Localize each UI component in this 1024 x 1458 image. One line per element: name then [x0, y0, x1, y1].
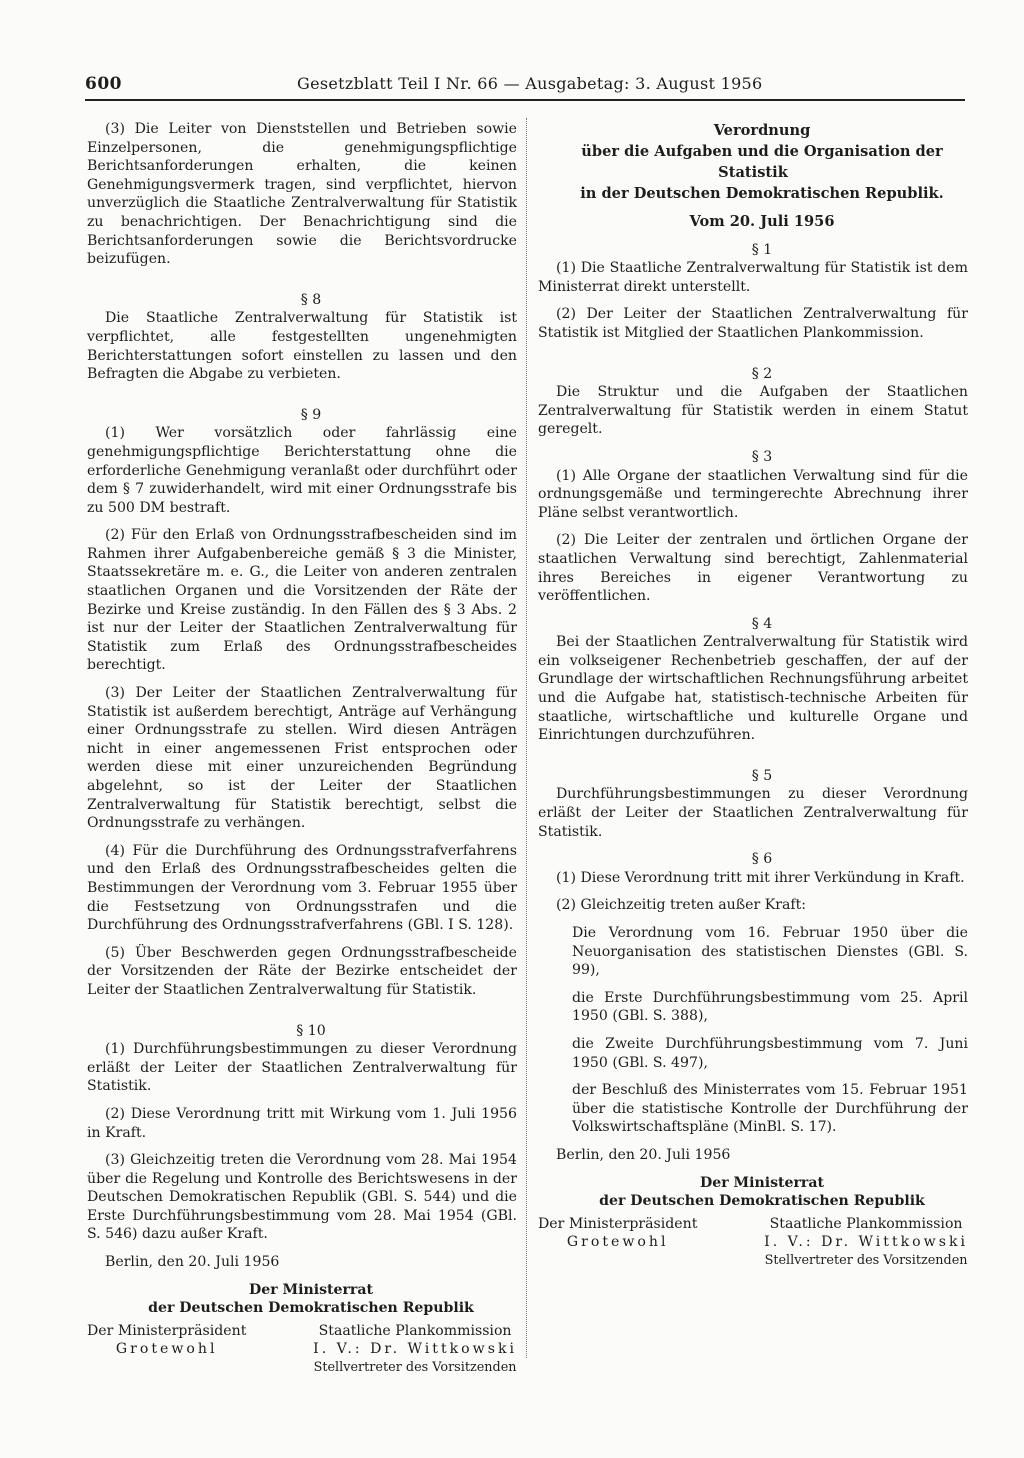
- paragraph-6-2: (2) Gleichzeitig treten außer Kraft:: [556, 897, 807, 914]
- paragraph-9-5: (5) Über Beschwerden gegen Ordnungsstrafbescheide der Vorsitzenden der Räte der Bezirke entscheidet der Leiter der Staatlichen Zentralverwaltung für Statistik.: [87, 944, 517, 998]
- repealed-item-1: Die Verordnung vom 16. Februar 1950 über die Neuorganisation des statistischen Dienstes (GBl. S. 99),: [572, 925, 968, 979]
- signature-prime-minister: [538, 1215, 697, 1271]
- signature-name: I. V.: Dr. Wittkowski: [313, 1341, 517, 1358]
- section-3-heading: § 3: [751, 448, 773, 465]
- place-date: Berlin, den 20. Juli 1956: [105, 1254, 280, 1271]
- header-rule: [85, 99, 965, 101]
- paragraph-2: Die Struktur und die Aufgaben der Staatlichen Zentralverwaltung für Statistik werden in einem Statut geregelt.: [538, 384, 968, 438]
- signature-plankommission: [764, 1215, 968, 1271]
- section-10-heading: § 10: [296, 1022, 326, 1039]
- paragraph-3-2: (2) Die Leiter der zentralen und örtlichen Organe der staatlichen Verwaltung sind berechtigt, Zahlenmaterial ihres Bereiches in eigener Verantwortung zu veröffentlichen.: [538, 532, 968, 605]
- section-4-heading: § 4: [751, 615, 773, 632]
- signature-body-line1: Der Ministerrat: [700, 1174, 824, 1191]
- signature-body-line2: der Deutschen Demokratischen Republik: [148, 1300, 474, 1317]
- paragraph-1-2: (2) Der Leiter der Staatlichen Zentralverwaltung für Statistik ist Mitglied der Staatlichen Plankommission.: [538, 306, 968, 341]
- signature-title: Staatliche Plankommission: [318, 1322, 512, 1339]
- paragraph-10-2: (2) Diese Verordnung tritt mit Wirkung vom 1. Juli 1956 in Kraft.: [87, 1105, 517, 1141]
- paragraph-9-2: (2) Für den Erlaß von Ordnungsstrafbescheiden sind im Rahmen ihrer Aufgabenbereiche gemäß § 3 die Minister, Staatssekretäre m. e. G., die Leiter von anderen zentralen staatlichen Organen und die Vorsitzenden der Räte der Bezirke und Kreise zuständig. In den Fällen des § 3 Abs. 2 ist nur der Leiter der Staatlichen Zentralverwaltung für Statistik zum Erlaß des Ordnungsstrafbescheides berechtigt.: [87, 527, 517, 674]
- section-8-heading: § 8: [300, 291, 322, 308]
- paragraph-9-1: (1) Wer vorsätzlich oder fahrlässig eine genehmigungspflichtige Berichterstattung ohne die erforderliche Genehmigung veranlaßt oder durchführt oder dem § 7 zuwiderhandelt, wird mit einer Ordnungsstrafe bis zu 500 DM bestraft.: [87, 425, 517, 516]
- decree-title-line2: über die Aufgaben und die Organisation der Statistik: [581, 143, 943, 181]
- signature-body-line1: Der Ministerrat: [249, 1281, 373, 1298]
- left-column: [87, 120, 517, 1378]
- paragraph-3-1: (1) Alle Organe der staatlichen Verwaltung sind für die ordnungsgemäße und termingerechte Abrechnung ihrer Pläne selbst verantwortlich.: [538, 467, 968, 521]
- signature-body-line2: der Deutschen Demokratischen Republik: [599, 1193, 925, 1210]
- paragraph-5: Durchführungsbestimmungen zu dieser Verordnung erläßt der Leiter der Staatlichen Zentralverwaltung für Statistik.: [538, 786, 968, 840]
- decree-date: Vom 20. Juli 1956: [689, 213, 835, 230]
- signature-name: Grotewohl: [115, 1341, 218, 1358]
- paragraph-7-3: (3) Die Leiter von Dienststellen und Betrieben sowie Einzelpersonen, die genehmigungspflichtige Berichtsanforderungen erhalten, die keinen Genehmigungsvermerk tragen, sind verpflichtet, hiervon unverzüglich die Staatliche Zentralverwaltung für Statistik zu benachrichtigen. Der Benachrichtigung sind die Berichtsanforderungen sowie die Berichtsvordrucke beizufügen.: [87, 121, 517, 268]
- signature-block: [87, 1322, 517, 1378]
- paragraph-9-3: (3) Der Leiter der Staatlichen Zentralverwaltung für Statistik ist außerdem berechtigt, Anträge auf Verhängung einer Ordnungsstrafe zu stellen. Wird diesen Anträgen nicht in einer angemessenen Frist entsprochen oder werden diese mit einer unzureichenden Begründung abgelehnt, so ist der Leiter der Staatlichen Zentralverwaltung für Statistik berechtigt, selbst die Ordnungsstrafe zu verhängen.: [87, 685, 517, 832]
- paragraph-6-1: (1) Diese Verordnung tritt mit ihrer Verkündung in Kraft.: [556, 869, 965, 886]
- signature-name: Grotewohl: [566, 1234, 669, 1251]
- place-date: Berlin, den 20. Juli 1956: [556, 1146, 731, 1163]
- paragraph-8: Die Staatliche Zentralverwaltung für Statistik ist verpflichtet, alle festgestellten ungenehmigten Berichterstattungen sofort einstellen zu lassen und den Befragten die Abgabe zu verbieten.: [87, 310, 517, 383]
- signature-title: Der Ministerpräsident: [538, 1215, 698, 1232]
- signature-name: I. V.: Dr. Wittkowski: [764, 1234, 968, 1251]
- repealed-item-2: die Erste Durchführungsbestimmung vom 25. April 1950 (GBl. S. 388),: [572, 989, 968, 1025]
- paragraph-9-4: (4) Für die Durchführung des Ordnungsstrafverfahrens und den Erlaß des Ordnungsstrafbescheides gelten die Bestimmungen der Verordnung vom 3. Februar 1955 über die Festsetzung von Ordnungsstrafen und die Durchführung des Ordnungsstrafverfahrens (GBl. I S. 128).: [87, 842, 517, 934]
- column-divider: [526, 118, 527, 1358]
- signature-title: Der Ministerpräsident: [87, 1322, 247, 1339]
- decree-title-line3: in der Deutschen Demokratischen Republik.: [580, 185, 944, 202]
- right-column: [538, 120, 968, 1271]
- signature-role: Stellvertreter des Vorsitzenden: [313, 1360, 517, 1376]
- paragraph-4: Bei der Staatlichen Zentralverwaltung für Statistik wird ein volkseigener Rechenbetrieb geschaffen, der auf der Grundlage der wirtschaftlichen Rechnungsführung arbeitet und die Aufgabe hat, statistisch-technische Arbeiten für staatliche, wirtschaftliche und kulturelle Organe und Einrichtungen durchzuführen.: [538, 634, 968, 744]
- paragraph-10-3: (3) Gleichzeitig treten die Verordnung vom 28. Mai 1954 über die Regelung und Kontrolle des Berichtswesens in der Deutschen Demokratischen Republik (GBl. S. 544) und die Erste Durchführungsbestimmung vom 28. Mai 1954 (GBl. S. 546) dazu außer Kraft.: [87, 1152, 517, 1243]
- signature-block: [538, 1215, 968, 1271]
- running-title: Gesetzblatt Teil I Nr. 66 — Ausgabetag: 3. August 1956: [297, 74, 763, 93]
- signature-role: Stellvertreter des Vorsitzenden: [764, 1252, 968, 1268]
- decree-title-line1: Verordnung: [713, 122, 811, 139]
- section-5-heading: § 5: [751, 767, 773, 784]
- signature-plankommission: [313, 1322, 517, 1378]
- section-1-heading: § 1: [751, 241, 773, 258]
- page-header: [85, 74, 965, 100]
- repealed-item-4: der Beschluß des Ministerrates vom 15. Februar 1951 über die statistische Kontrolle der Durchführung der Volkswirtschaftspläne (MinBl. S. 17).: [572, 1082, 968, 1136]
- paragraph-1-1: (1) Die Staatliche Zentralverwaltung für Statistik ist dem Ministerrat direkt unterstellt.: [538, 260, 968, 295]
- section-2-heading: § 2: [751, 365, 773, 382]
- signature-prime-minister: [87, 1322, 246, 1378]
- signature-title: Staatliche Plankommission: [769, 1215, 963, 1232]
- section-9-heading: § 9: [300, 406, 322, 423]
- page-number: 600: [85, 74, 122, 94]
- repealed-item-3: die Zweite Durchführungsbestimmung vom 7. Juni 1950 (GBl. S. 497),: [572, 1035, 968, 1071]
- section-6-heading: § 6: [751, 851, 773, 868]
- paragraph-10-1: (1) Durchführungsbestimmungen zu dieser Verordnung erläßt der Leiter der Staatlichen Zentralverwaltung für Statistik.: [87, 1041, 517, 1095]
